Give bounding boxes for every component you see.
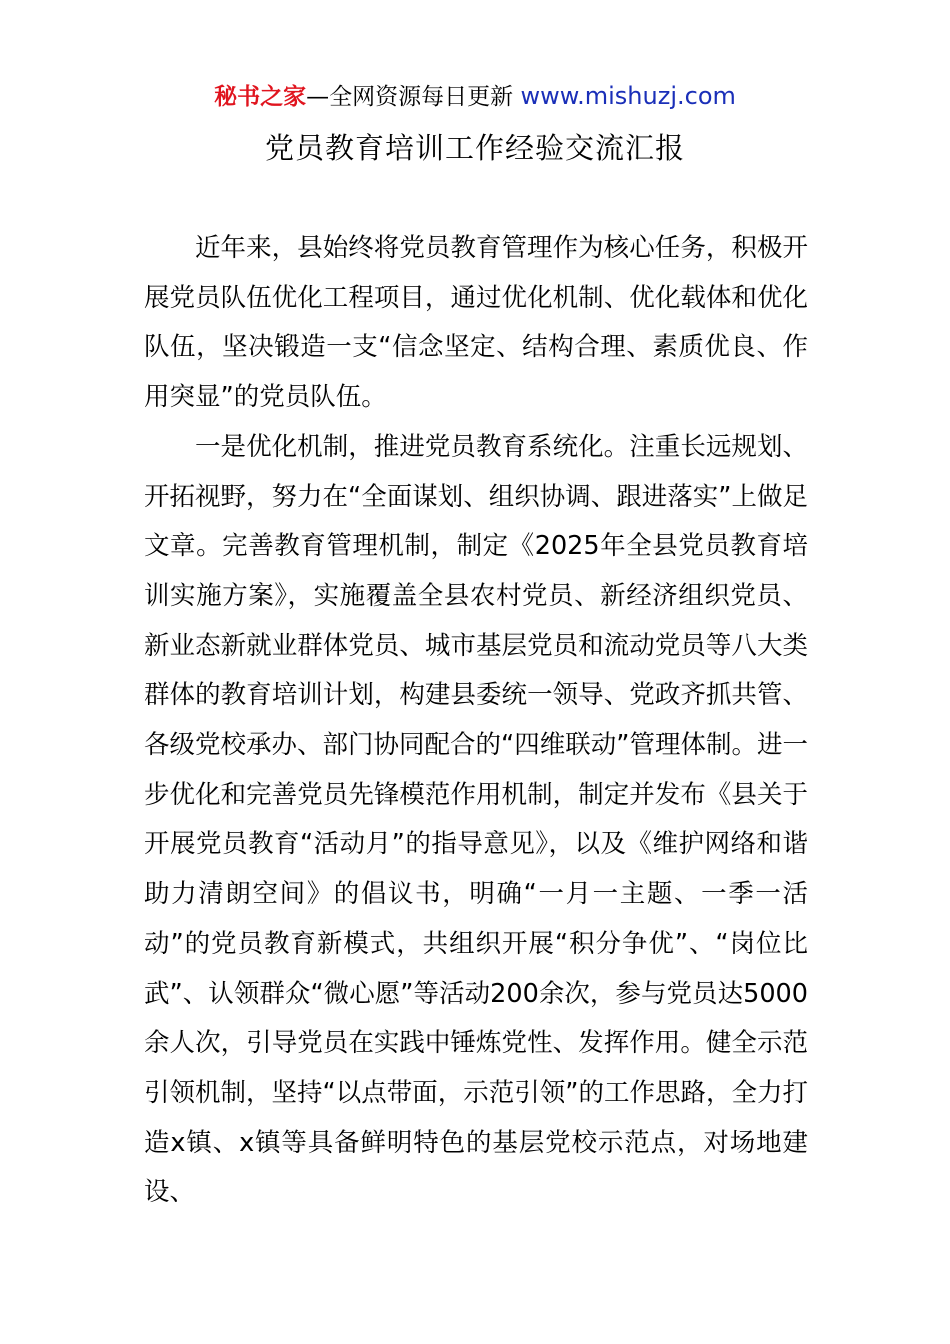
site-tagline: —全网资源每日更新	[306, 84, 514, 110]
site-url-link[interactable]: www.mishuzj.com	[520, 82, 736, 110]
paragraph-mechanism: 一是优化机制，推进党员教育系统化。注重长远规划、开拓视野，努力在“全面谋划、组织协调、跟进落实”上做足文章。完善教育管理机制，制定《2025年全县党员教育培训实施方案》，实施覆盖全县农村党员、新经济组织党员、新业态新就业群体党员、城市基层党员和流动党员等八大类群体的教育培训计划，构建县委统一领导、党政齐抓共管、各级党校承办、部门协同配合的“四维联动”管理体制。进一步优化和完善党员先锋模范作用机制，制定并发布《县关于开展党员教育“活动月”的指导意见》，以及《维护网络和谐助力清朗空间》的倡议书，明确“一月一主题、一季一活动”的党员教育新模式，共组织开展“积分争优”、“岗位比武”、认领群众“微心愿”等活动200余次，参与党员达5000余人次，引导党员在实践中锤炼党性、发挥作用。健全示范引领机制，坚持“以点带面，示范引领”的工作思路，全力打造x镇、x镇等具备鲜明特色的基层党校示范点，对场地建设、	[144, 431, 808, 1208]
paragraph-intro: 近年来，县始终将党员教育管理作为核心任务，积极开展党员队伍优化工程项目，通过优化机制、优化载体和优化队伍，坚决锻造一支“信念坚定、结构合理、素质优良、作用突显”的党员队伍。	[144, 233, 808, 413]
site-brand: 秘书之家	[214, 84, 307, 110]
site-header	[0, 80, 950, 113]
document-body	[144, 224, 808, 1218]
document-title: 党员教育培训工作经验交流汇报	[264, 131, 685, 165]
